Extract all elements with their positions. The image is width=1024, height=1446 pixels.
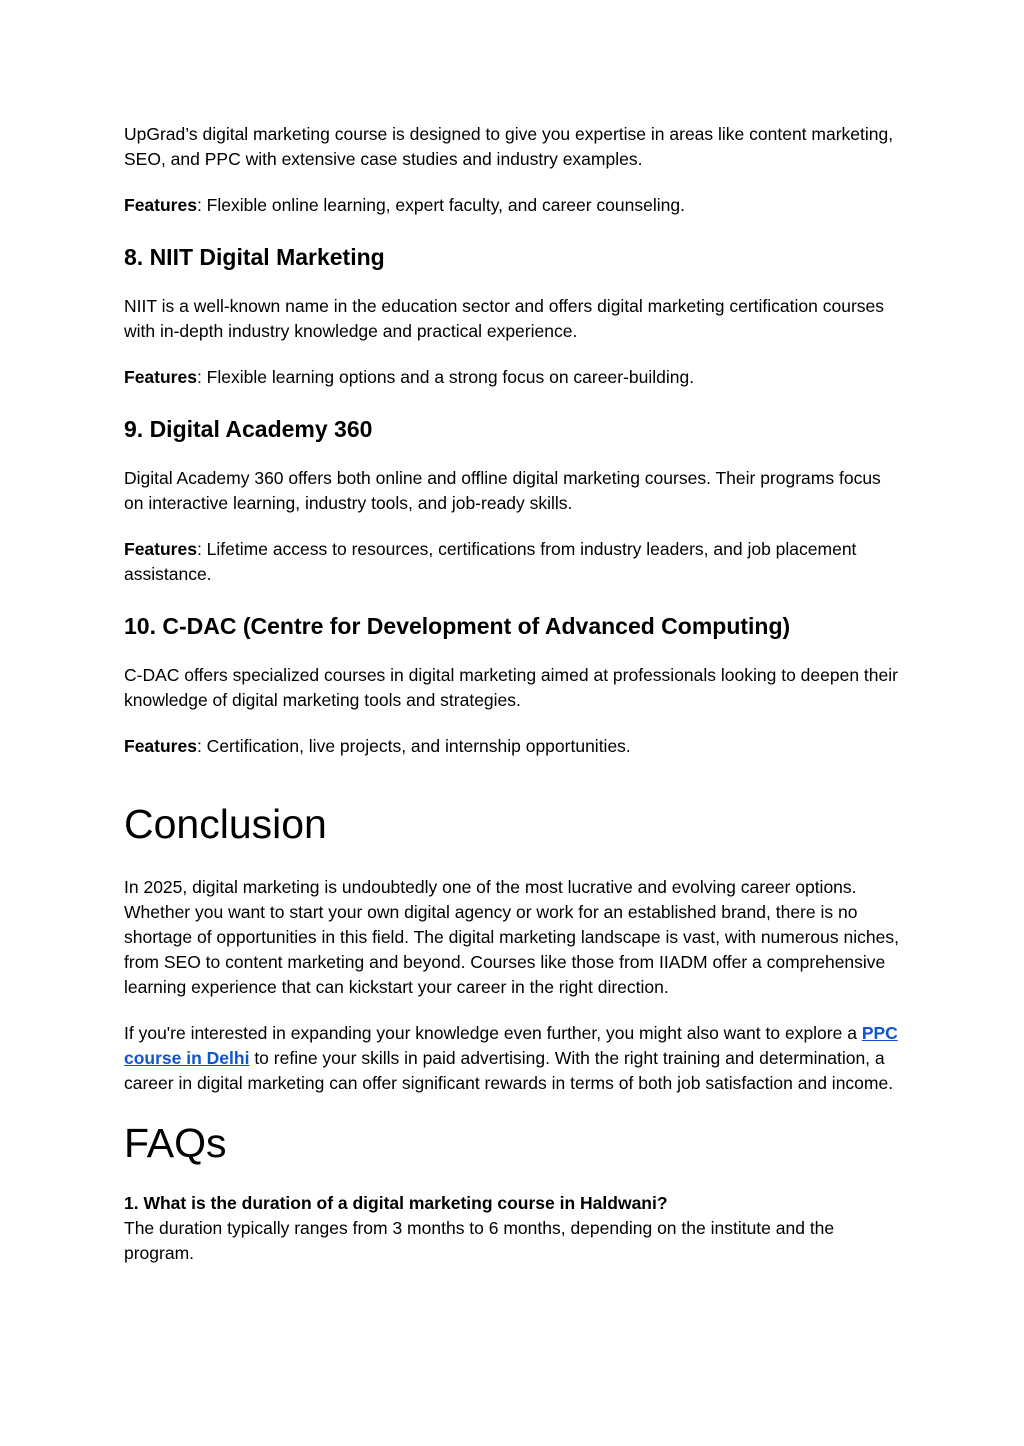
features-text: : Lifetime access to resources, certifications from industry leaders, and job placement assistance. xyxy=(124,539,857,584)
niit-description: NIIT is a well-known name in the education sector and offers digital marketing certification courses with in-depth industry knowledge and practical experience. xyxy=(124,296,885,341)
conclusion-paragraph-2 xyxy=(124,1021,904,1096)
academy360-features xyxy=(124,537,904,587)
faq-question: 1. What is the duration of a digital marketing course in Haldwani? xyxy=(124,1193,668,1213)
paragraph-text: If you're interested in expanding your knowledge even further, you might also want to explore a xyxy=(124,1023,862,1043)
cdac-features xyxy=(124,734,904,759)
conclusion-heading: Conclusion xyxy=(124,801,327,847)
upgrad-features xyxy=(124,193,904,218)
faq-item xyxy=(124,1191,904,1266)
niit-features xyxy=(124,365,904,390)
academy360-description: Digital Academy 360 offers both online and offline digital marketing courses. Their programs focus on interactive learning, industry tools, and job-ready skills. xyxy=(124,468,881,513)
cdac-heading: 10. C-DAC (Centre for Development of Advanced Computing) xyxy=(124,613,791,639)
features-text: : Certification, live projects, and internship opportunities. xyxy=(196,736,631,756)
features-label: Features xyxy=(124,195,197,215)
features-label: Features xyxy=(124,367,197,387)
academy360-heading: 9. Digital Academy 360 xyxy=(124,416,373,442)
features-text: : Flexible online learning, expert faculty, and career counseling. xyxy=(196,195,685,215)
ppc-course-delhi-link[interactable]: PPC course in Delhi xyxy=(124,1023,898,1068)
niit-heading: 8. NIIT Digital Marketing xyxy=(124,244,385,270)
conclusion-paragraph-1: In 2025, digital marketing is undoubtedly one of the most lucrative and evolving career options. Whether you want to start your own digital agency or work for an established brand, there is no shortage of opportunities in this field. The digital marketing landscape is vast, with numerous niches, from SEO to content marketing and beyond. Courses like those from IIADM offer a comprehensive learning experience that can kickstart your career in the right direction. xyxy=(124,877,899,997)
features-label: Features xyxy=(124,539,197,559)
features-text: : Flexible learning options and a strong focus on career-building. xyxy=(196,367,695,387)
features-label: Features xyxy=(124,736,197,756)
faq-answer: The duration typically ranges from 3 months to 6 months, depending on the institute and the program. xyxy=(124,1218,835,1263)
faqs-heading: FAQs xyxy=(124,1120,227,1166)
cdac-description: C-DAC offers specialized courses in digital marketing aimed at professionals looking to deepen their knowledge of digital marketing tools and strategies. xyxy=(124,665,898,710)
paragraph-text: to refine your skills in paid advertising. With the right training and determination, a career in digital marketing can offer significant rewards in terms of both job satisfaction and income. xyxy=(124,1048,894,1093)
upgrad-description: UpGrad’s digital marketing course is designed to give you expertise in areas like content marketing, SEO, and PPC with extensive case studies and industry examples. xyxy=(124,124,894,169)
